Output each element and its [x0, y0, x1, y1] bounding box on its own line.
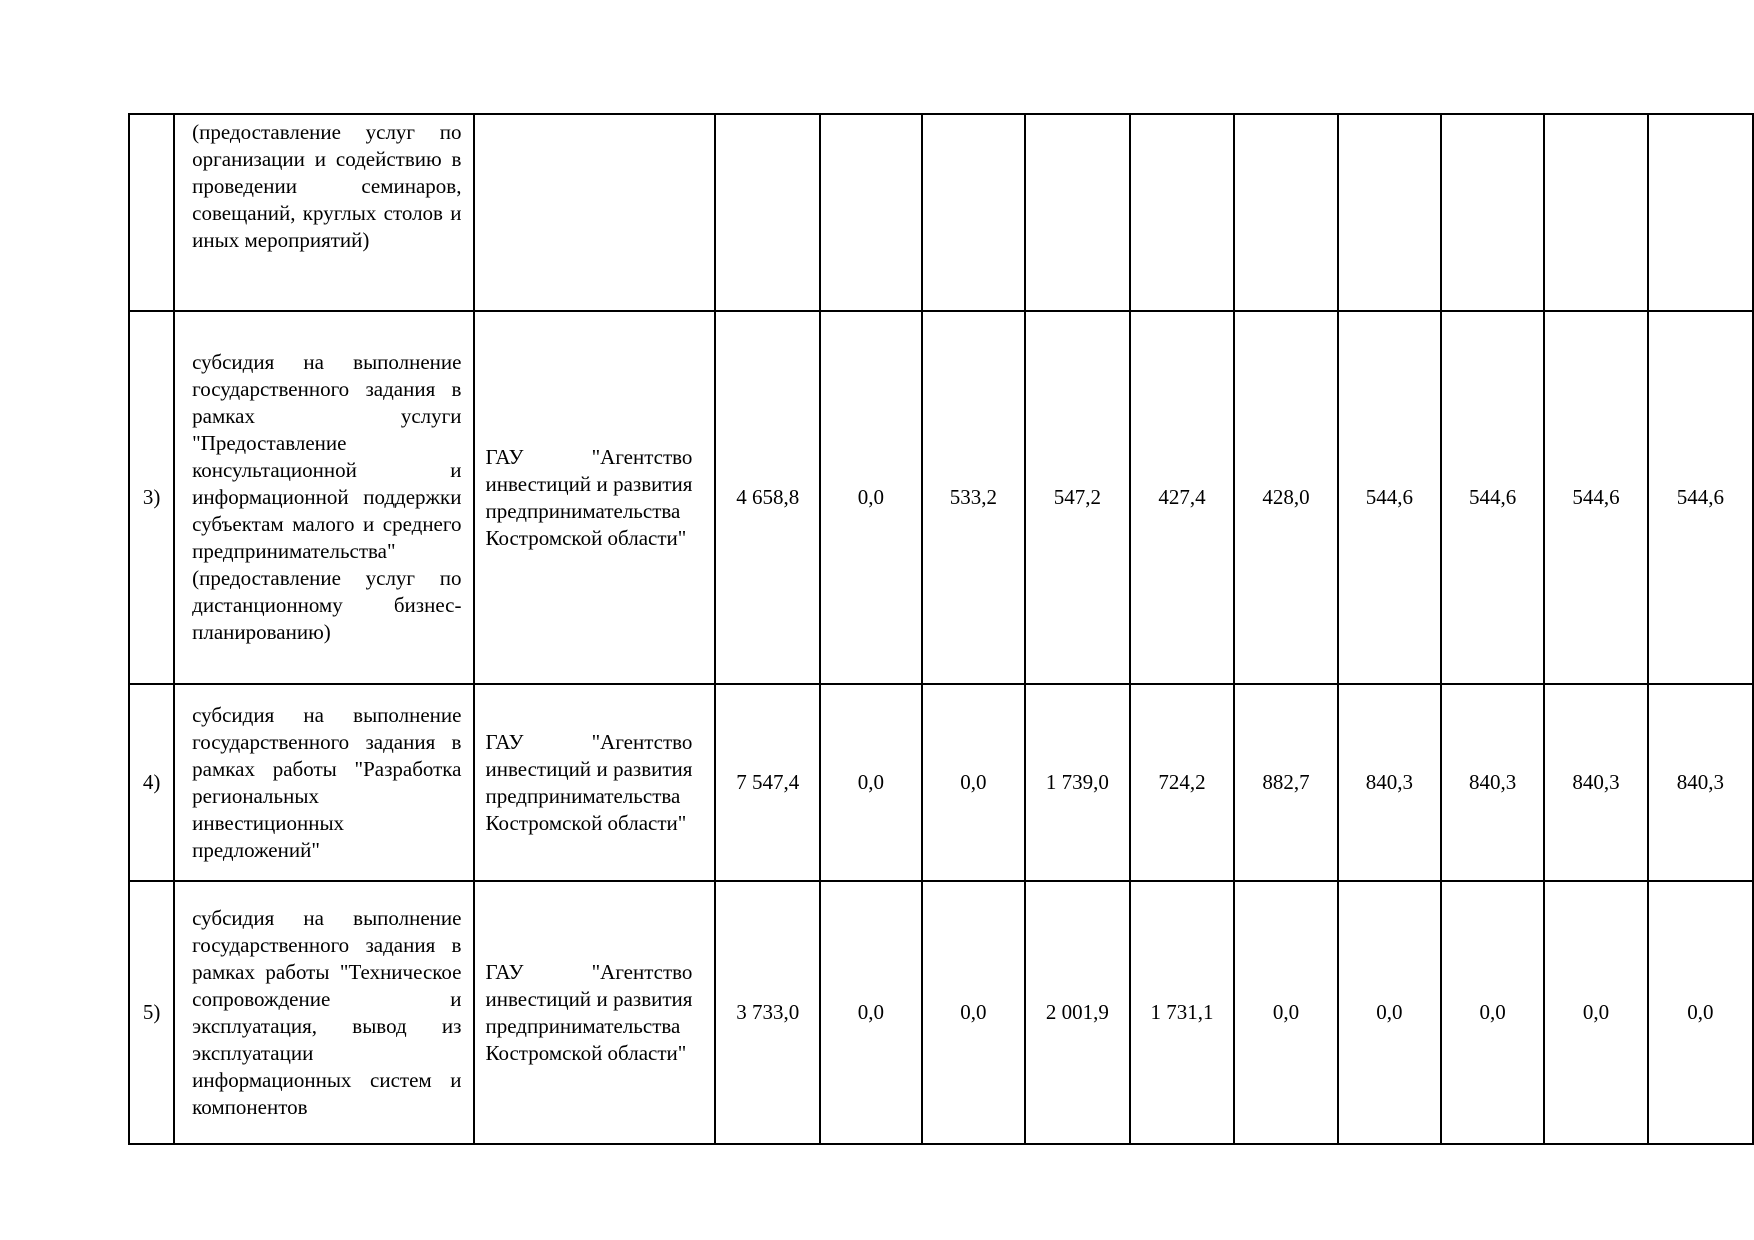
- value-cell: 840,3: [1648, 684, 1753, 881]
- value-cell: 4 658,8: [715, 311, 820, 684]
- value-cell: [1441, 114, 1544, 311]
- value-cell: [715, 114, 820, 311]
- description-cell: субсидия на выполнение государственного задания в рамках работы "Разработка региональных инвестиционных предложений": [174, 684, 474, 881]
- value-cell: 1 731,1: [1130, 881, 1235, 1144]
- value-cell: 428,0: [1234, 311, 1337, 684]
- value-cell: 1 739,0: [1025, 684, 1130, 881]
- value-cell: 840,3: [1338, 684, 1441, 881]
- value-cell: 0,0: [820, 684, 922, 881]
- value-cell: 7 547,4: [715, 684, 820, 881]
- row-number-cell: 5): [129, 881, 174, 1144]
- value-cell: [1234, 114, 1337, 311]
- value-cell: 724,2: [1130, 684, 1235, 881]
- value-cell: 840,3: [1441, 684, 1544, 881]
- organization-cell: ГАУ "Агентство инвестиций и развития предпринимательства Костромской области": [474, 311, 715, 684]
- value-cell: [1338, 114, 1441, 311]
- row-number-cell: [129, 114, 174, 311]
- row-number-cell: 3): [129, 311, 174, 684]
- description-cell: (предоставление услуг по организации и содействию в проведении семинаров, совещаний, круглых столов и иных мероприятий): [174, 114, 474, 311]
- value-cell: 3 733,0: [715, 881, 820, 1144]
- value-cell: 0,0: [922, 881, 1025, 1144]
- value-cell: 0,0: [1441, 881, 1544, 1144]
- value-cell: [1648, 114, 1753, 311]
- value-cell: 0,0: [922, 684, 1025, 881]
- value-cell: 0,0: [820, 881, 922, 1144]
- row-number-cell: 4): [129, 684, 174, 881]
- value-cell: 0,0: [1234, 881, 1337, 1144]
- description-cell: субсидия на выполнение государственного задания в рамках работы "Техническое сопровождение и эксплуатация, вывод из эксплуатации информационных систем и компонентов: [174, 881, 474, 1144]
- table-row: [129, 114, 1753, 311]
- value-cell: [1544, 114, 1647, 311]
- value-cell: 840,3: [1544, 684, 1647, 881]
- table-body: [129, 114, 1753, 1144]
- description-cell: субсидия на выполнение государственного задания в рамках услуги "Предоставление консультационной и информационной поддержки субъектам малого и среднего предпринимательства" (предоставление услуг по дистанционному бизнес-планированию): [174, 311, 474, 684]
- table-row: [129, 311, 1753, 684]
- value-cell: [922, 114, 1025, 311]
- value-cell: [820, 114, 922, 311]
- table-row: [129, 881, 1753, 1144]
- value-cell: 882,7: [1234, 684, 1337, 881]
- value-cell: 2 001,9: [1025, 881, 1130, 1144]
- value-cell: 544,6: [1648, 311, 1753, 684]
- value-cell: 427,4: [1130, 311, 1235, 684]
- value-cell: 0,0: [1648, 881, 1753, 1144]
- value-cell: 0,0: [1338, 881, 1441, 1144]
- value-cell: [1025, 114, 1130, 311]
- document-table: [128, 113, 1754, 1145]
- value-cell: 544,6: [1441, 311, 1544, 684]
- value-cell: 0,0: [820, 311, 922, 684]
- value-cell: 544,6: [1544, 311, 1647, 684]
- organization-cell: ГАУ "Агентство инвестиций и развития предпринимательства Костромской области": [474, 881, 715, 1144]
- value-cell: 533,2: [922, 311, 1025, 684]
- value-cell: 0,0: [1544, 881, 1647, 1144]
- value-cell: 544,6: [1338, 311, 1441, 684]
- organization-cell: ГАУ "Агентство инвестиций и развития предпринимательства Костромской области": [474, 684, 715, 881]
- table-row: [129, 684, 1753, 881]
- value-cell: 547,2: [1025, 311, 1130, 684]
- organization-cell: [474, 114, 715, 311]
- value-cell: [1130, 114, 1235, 311]
